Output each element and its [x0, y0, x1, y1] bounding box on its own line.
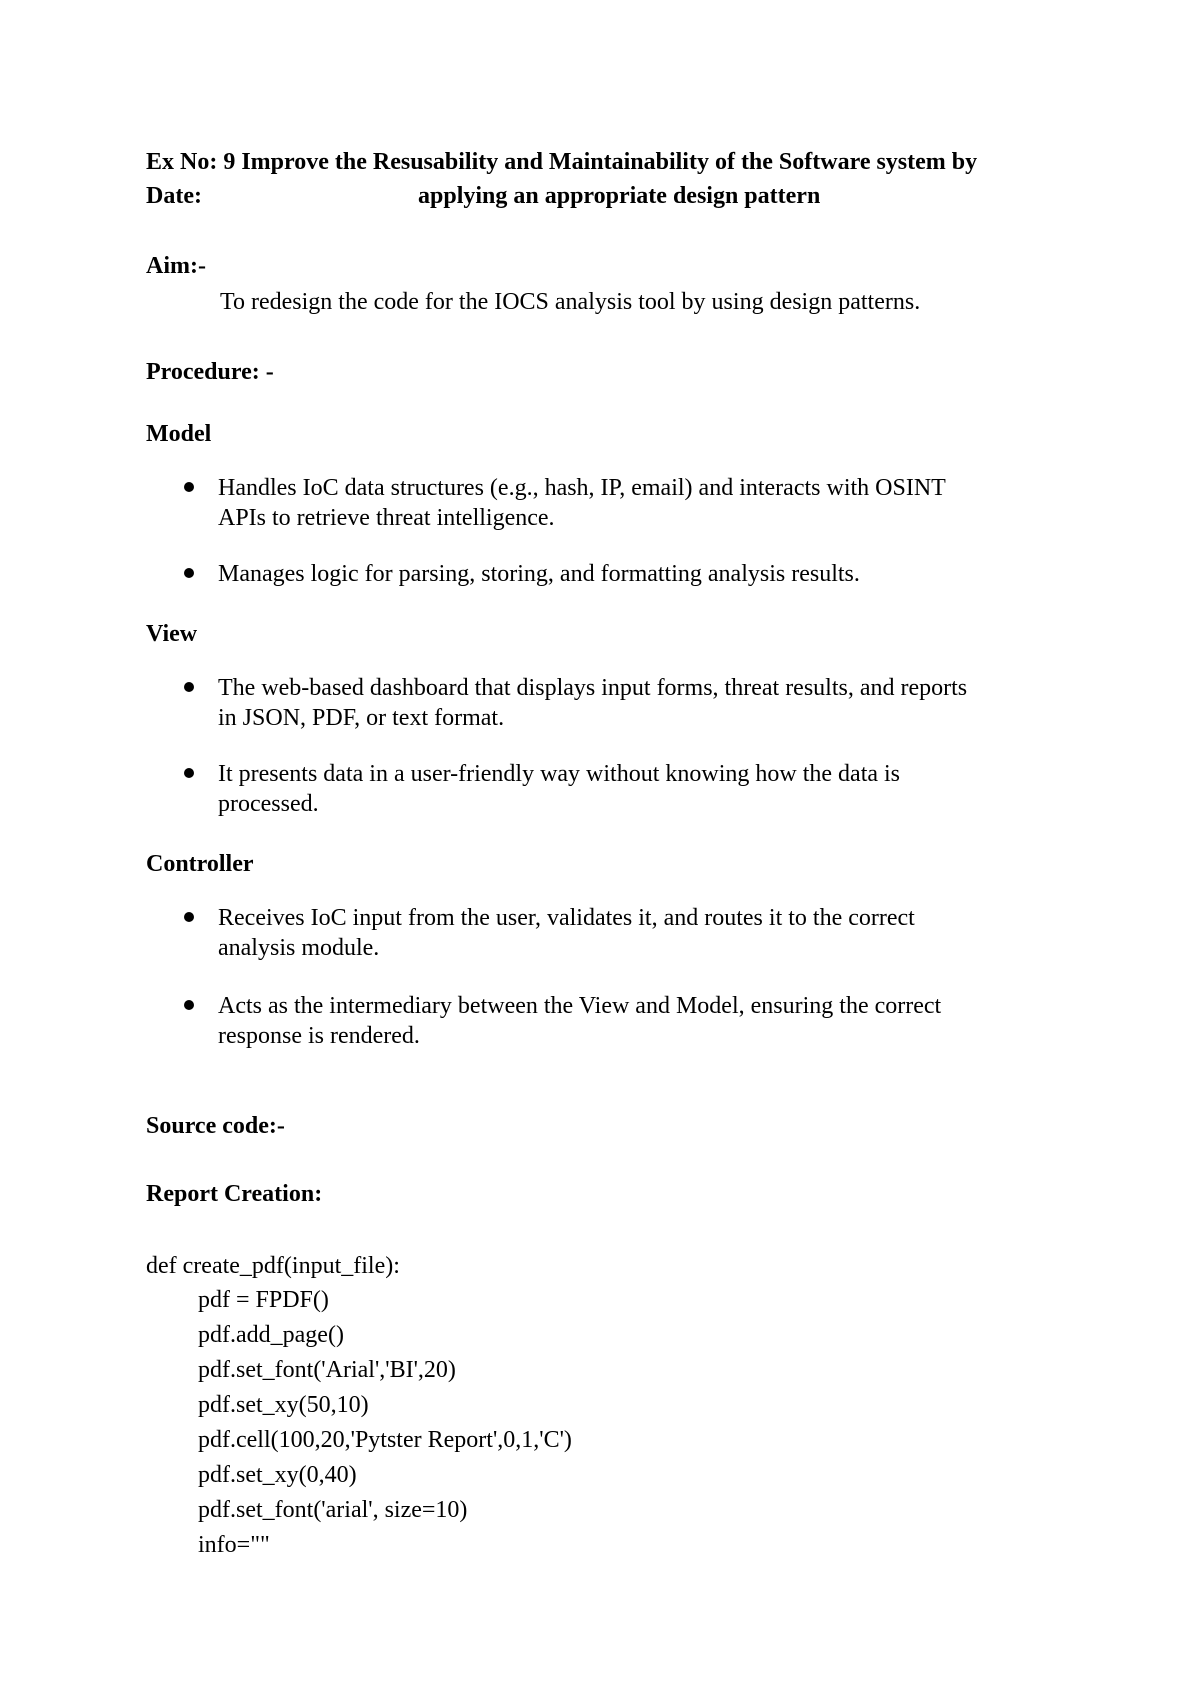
controller-bullet-2-line2: response is rendered. [218, 1023, 420, 1049]
controller-heading: Controller [146, 851, 254, 877]
view-bullet-2-line2: processed. [218, 791, 319, 817]
code-line: pdf.cell(100,20,'Pytster Report',0,1,'C') [198, 1427, 572, 1453]
model-bullet-2-line1: Manages logic for parsing, storing, and formatting analysis results. [218, 561, 860, 587]
controller-bullet-1-line1: Receives IoC input from the user, validates it, and routes it to the correct [218, 905, 915, 931]
code-line: pdf.add_page() [198, 1322, 344, 1348]
bullet-dot [184, 1000, 194, 1010]
code-line-def: def create_pdf(input_file): [146, 1253, 400, 1279]
report-creation-heading: Report Creation: [146, 1181, 323, 1207]
date-label: Date: [146, 183, 202, 209]
exercise-title-line1: Ex No: 9 Improve the Resusability and Maintainability of the Software system by [146, 149, 978, 175]
aim-text: To redesign the code for the IOCS analysis tool by using design patterns. [220, 289, 921, 315]
model-heading: Model [146, 421, 212, 447]
controller-bullet-2-line1: Acts as the intermediary between the View and Model, ensuring the correct [218, 993, 942, 1019]
controller-bullet-1-line2: analysis module. [218, 935, 380, 961]
model-bullet-1-line1: Handles IoC data structures (e.g., hash, IP, email) and interacts with OSINT [218, 475, 946, 501]
code-line: pdf = FPDF() [198, 1287, 329, 1313]
procedure-heading: Procedure: - [146, 359, 274, 385]
bullet-dot [184, 682, 194, 692]
view-heading: View [146, 621, 198, 647]
code-line: pdf.set_xy(0,40) [198, 1462, 357, 1488]
aim-heading: Aim:- [146, 253, 206, 279]
source-code-heading: Source code:- [146, 1113, 285, 1139]
model-bullet-1-line2: APIs to retrieve threat intelligence. [218, 505, 555, 531]
code-line: pdf.set_font('Arial','BI',20) [198, 1357, 456, 1383]
bullet-dot [184, 568, 194, 578]
exercise-title-line2: applying an appropriate design pattern [418, 183, 821, 209]
bullet-dot [184, 768, 194, 778]
bullet-dot [184, 912, 194, 922]
code-line: pdf.set_xy(50,10) [198, 1392, 369, 1418]
code-line: info="" [198, 1532, 270, 1558]
view-bullet-2-line1: It presents data in a user-friendly way without knowing how the data is [218, 761, 901, 787]
view-bullet-1-line2: in JSON, PDF, or text format. [218, 705, 505, 731]
view-bullet-1-line1: The web-based dashboard that displays input forms, threat results, and reports [218, 675, 968, 701]
bullet-dot [184, 482, 194, 492]
code-line: pdf.set_font('arial', size=10) [198, 1497, 468, 1523]
